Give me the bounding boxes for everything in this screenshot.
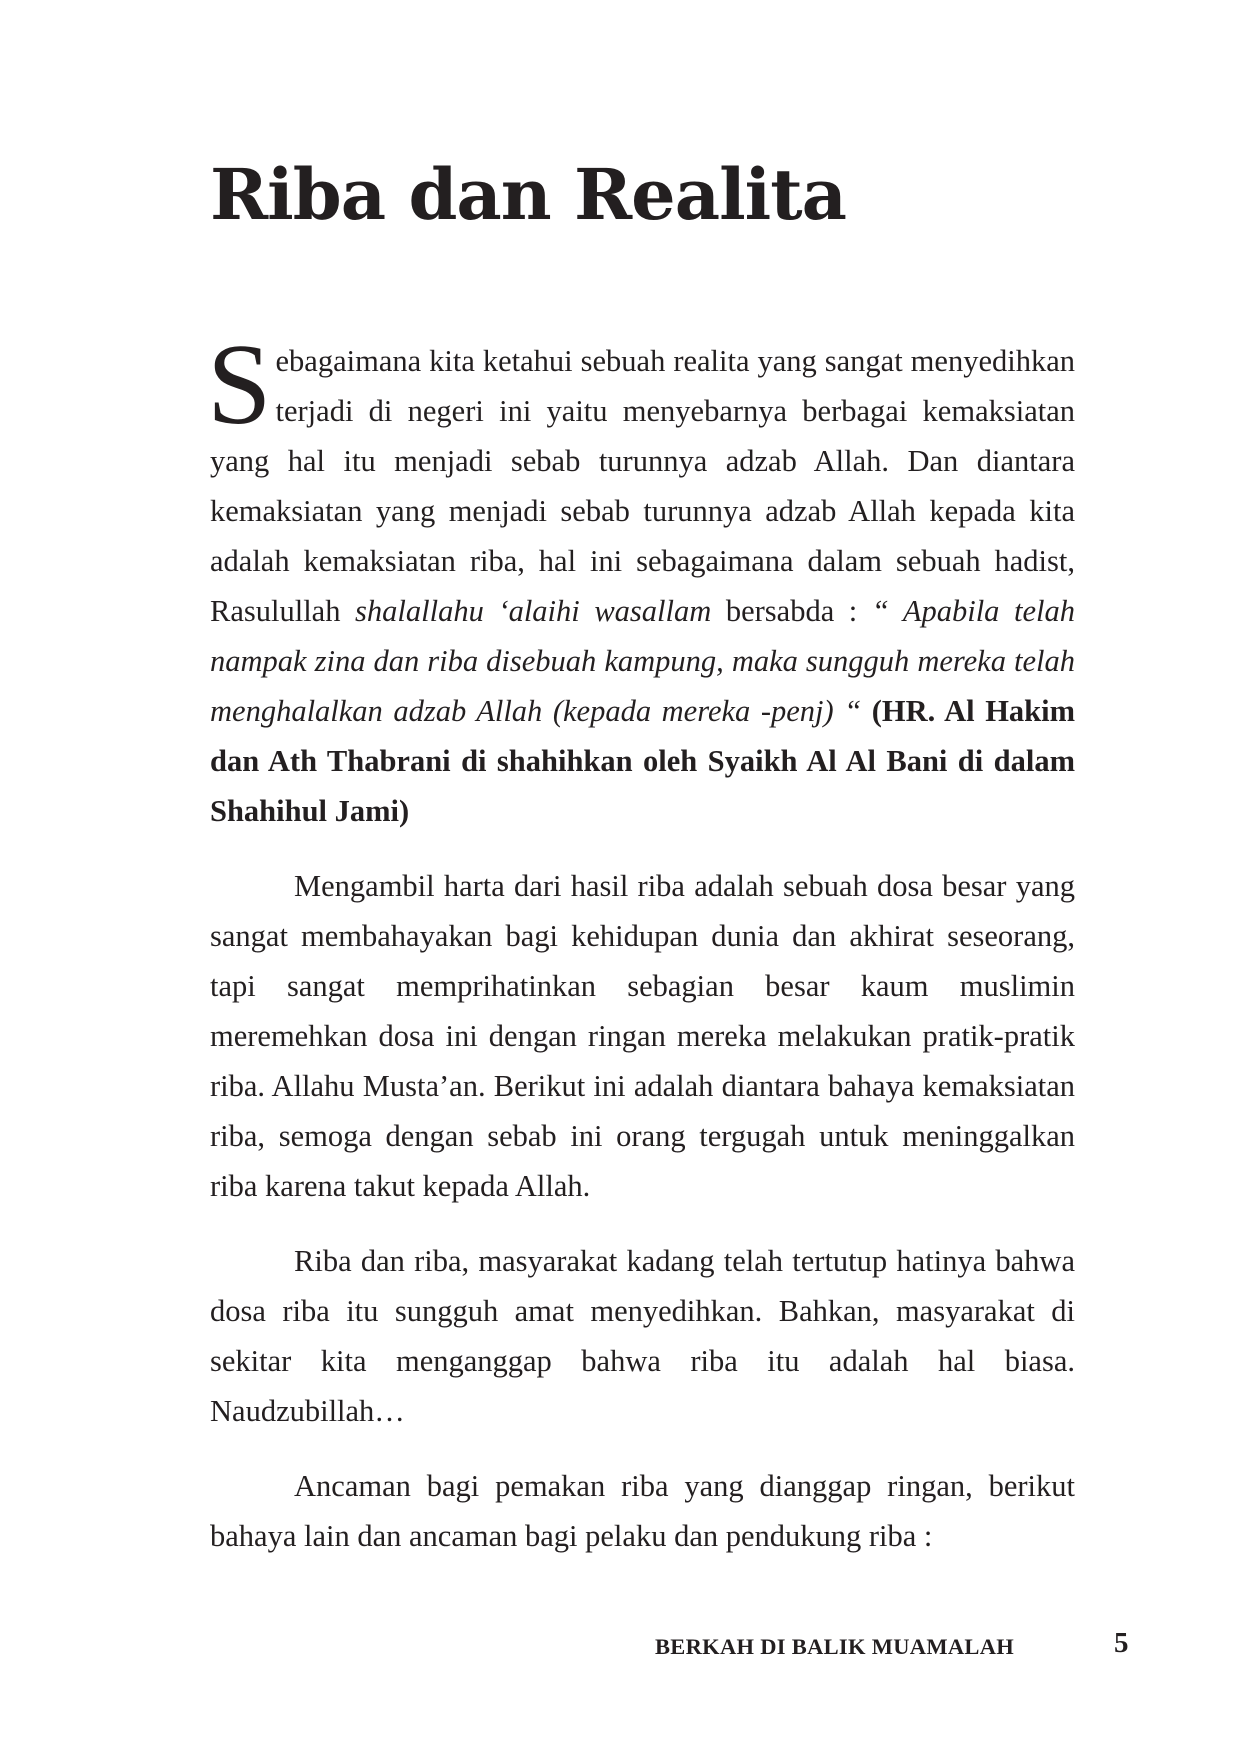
paragraph-dangers: Mengambil harta dari hasil riba adalah sebuah dosa besar yang sangat membahayakan bagi kehidupan dunia dan akhirat seseorang, tapi sangat memprihatinkan sebagian besar kaum muslimin meremehkan dosa ini dengan ringan mereka melakukan pratik-pratik riba. Allahu Musta’an. Berikut ini adalah diantara bahaya kemaksiatan riba, semoga dengan sebab ini orang tergugah untuk meninggalkan riba karena takut kepada Allah. <box>210 869 1075 1203</box>
drop-cap: S <box>207 321 272 449</box>
hadith-quote: “ Apabila telah nampak zina dan riba disebuah kampung, maka sungguh mereka telah menghalalkan adzab Allah (kepada mereka -penj) “ <box>210 594 1075 728</box>
intro-text-continued: bersabda : <box>711 594 872 628</box>
intro-text: ebagaimana kita ketahui sebuah realita yang sangat menyedihkan terjadi di negeri ini yaitu menyebarnya berbagai kemaksiatan yang hal itu menjadi sebab turunnya adzab Allah. Dan diantara kemaksiatan yang menjadi sebab turunnya adzab Allah kepada kita adalah kemaksiatan riba, hal ini sebagaimana dalam sebuah hadist, Rasulullah <box>210 344 1075 628</box>
page-number: 5 <box>1114 1627 1129 1659</box>
page-title: Riba dan Realita <box>210 153 846 236</box>
honorific-phrase: shalallahu ‘alaihi wasallam <box>355 594 712 628</box>
paragraph-threats: Ancaman bagi pemakan riba yang dianggap ringan, berikut bahaya lain dan ancaman bagi pelaku dan pendukung riba : <box>210 1469 1075 1553</box>
space <box>861 694 872 728</box>
body-text <box>207 321 1076 1561</box>
running-footer-title: BERKAH DI BALIK MUAMALAH <box>655 1634 1015 1659</box>
hadith-citation: (HR. Al Hakim dan Ath Thabrani di shahihkan oleh Syaikh Al Al Bani di dalam Shahihul Jami) <box>210 694 1076 828</box>
paragraph-society: Riba dan riba, masyarakat kadang telah tertutup hatinya bahwa dosa riba itu sungguh amat menyedihkan. Bahkan, masyarakat di sekitar kita menganggap bahwa riba itu adalah hal biasa. Naudzubillah… <box>210 1244 1075 1428</box>
paragraph-intro <box>207 321 1076 836</box>
